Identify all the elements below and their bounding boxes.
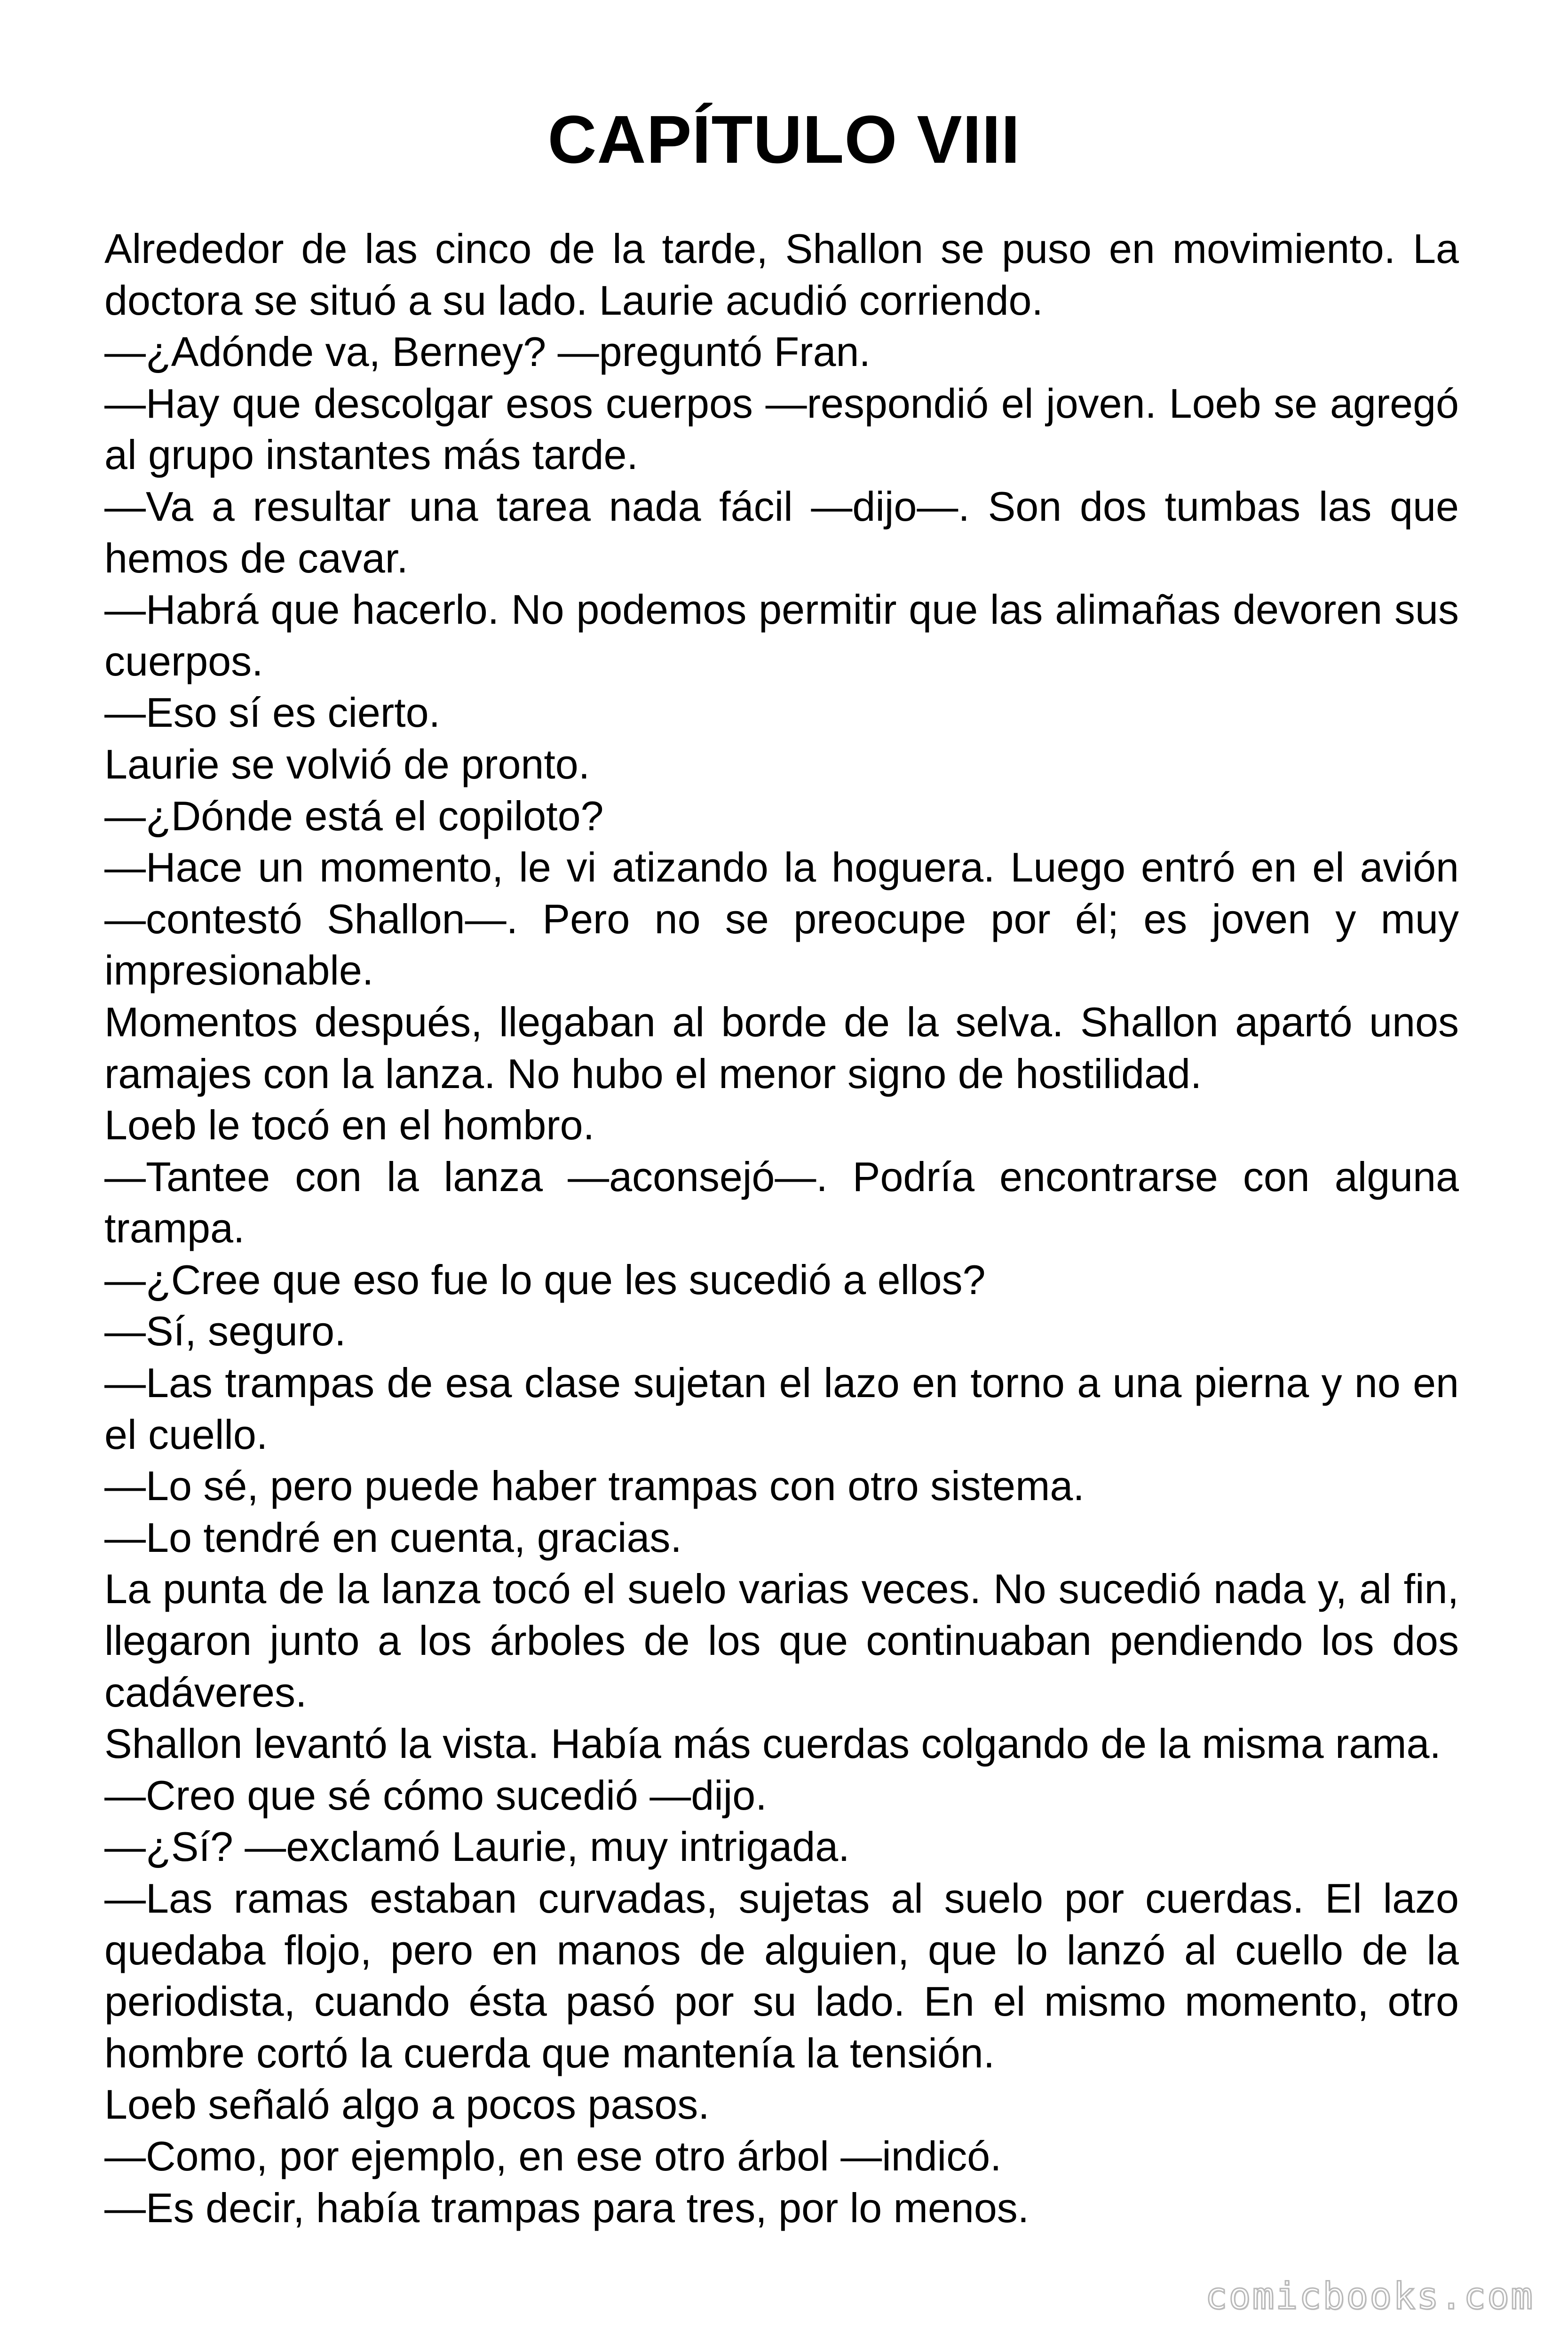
paragraph: Momentos después, llegaban al borde de la selva. Shallon apartó unos ramajes con la lanza. No hubo el menor signo de hostilidad. xyxy=(104,998,1459,1097)
paragraph: —Creo que sé cómo sucedió —dijo. xyxy=(104,1772,767,1819)
paragraph: —Habrá que hacerlo. No podemos permitir que las alimañas devoren sus cuerpos. xyxy=(104,586,1459,684)
paragraph: Shallon levantó la vista. Había más cuerdas colgando de la misma rama. xyxy=(104,1720,1441,1767)
paragraph: —Eso sí es cierto. xyxy=(104,689,441,736)
paragraph: La punta de la lanza tocó el suelo varias veces. No sucedió nada y, al fin, llegaron junto a los árboles de los que continuaban pendiendo los dos cadáveres. xyxy=(104,1565,1459,1716)
chapter-title: CAPÍTULO VIII xyxy=(547,102,1021,177)
paragraph: —Las trampas de esa clase sujetan el lazo en torno a una pierna y no en el cuello. xyxy=(104,1359,1459,1458)
paragraph: —¿Sí? —exclamó Laurie, muy intrigada. xyxy=(104,1823,850,1870)
watermark: comicbooks.com xyxy=(1205,2275,1534,2318)
paragraph: —Va a resultar una tarea nada fácil —dijo—. Son dos tumbas las que hemos de cavar. xyxy=(104,483,1459,581)
paragraph: Loeb le tocó en el hombro. xyxy=(104,1102,595,1149)
paragraph: —Hay que descolgar esos cuerpos —respondió el joven. Loeb se agregó al grupo instantes más tarde. xyxy=(104,380,1459,478)
paragraph: Laurie se volvió de pronto. xyxy=(104,740,590,787)
paragraph: —Lo sé, pero puede haber trampas con otro sistema. xyxy=(104,1462,1085,1510)
paragraph: —Tantee con la lanza —aconsejó—. Podría encontrarse con alguna trampa. xyxy=(104,1153,1459,1252)
paragraph: —Como, por ejemplo, en ese otro árbol —indicó. xyxy=(104,2132,1002,2179)
paragraph: —Sí, seguro. xyxy=(104,1308,346,1355)
paragraph: —Lo tendré en cuenta, gracias. xyxy=(104,1514,682,1561)
chapter-body xyxy=(104,223,1459,2233)
paragraph: —¿Cree que eso fue lo que les sucedió a ellos? xyxy=(104,1256,986,1303)
paragraph: Loeb señaló algo a pocos pasos. xyxy=(104,2081,710,2128)
paragraph: —¿Adónde va, Berney? —preguntó Fran. xyxy=(104,328,871,375)
paragraph: —¿Dónde está el copiloto? xyxy=(104,792,604,839)
paragraph: —Hace un momento, le vi atizando la hoguera. Luego entró en el avión —contestó Shallon—. Pero no se preocupe por él; es joven y muy impresionable. xyxy=(104,844,1459,994)
paragraph: —Es decir, había trampas para tres, por lo menos. xyxy=(104,2184,1029,2231)
paragraph: —Las ramas estaban curvadas, sujetas al suelo por cuerdas. El lazo quedaba flojo, pero en manos de alguien, que lo lanzó al cuello de la periodista, cuando ésta pasó por su lado. En el mismo momento, otro hombre cortó la cuerda que mantenía la tensión. xyxy=(104,1875,1459,2076)
paragraph: Alrededor de las cinco de la tarde, Shallon se puso en movimiento. La doctora se situó a su lado. Laurie acudió corriendo. xyxy=(104,225,1459,324)
